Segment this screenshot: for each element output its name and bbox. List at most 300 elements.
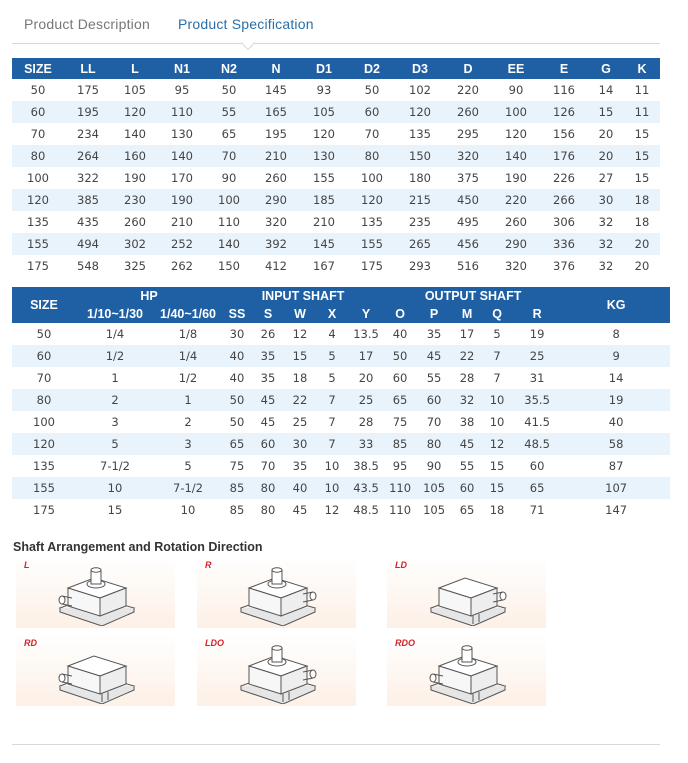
table-cell: 40 <box>608 415 624 429</box>
table-row <box>12 233 660 255</box>
table-cell: 100 <box>492 101 540 123</box>
power-subheader: Q <box>482 305 512 323</box>
table-cell: 176 <box>540 145 588 167</box>
table-cell: 70 <box>364 127 380 141</box>
table-cell: 220 <box>457 83 479 97</box>
table-cell: 135 <box>33 459 55 473</box>
dim-header-n: N <box>252 58 300 79</box>
table-cell: 120 <box>396 101 444 123</box>
power-subheader: 1/40~1/60 <box>154 305 222 323</box>
table-cell: 60 <box>12 345 76 367</box>
table-cell: 60 <box>416 389 452 411</box>
table-cell: 290 <box>252 189 300 211</box>
table-cell: 30 <box>229 327 245 341</box>
table-cell: 105 <box>300 101 348 123</box>
table-cell: 376 <box>553 259 575 273</box>
table-row <box>12 433 670 455</box>
output-shaft-header: OUTPUT SHAFT <box>384 287 562 305</box>
table-cell: 25 <box>292 415 308 429</box>
table-cell: 14 <box>608 371 624 385</box>
dimensions-table <box>12 58 660 277</box>
table-cell: 5 <box>76 433 154 455</box>
table-cell: 120 <box>112 101 158 123</box>
table-cell: 155 <box>12 233 64 255</box>
table-cell: 48.5 <box>353 503 379 517</box>
table-cell: 5 <box>316 345 348 367</box>
table-cell: 20 <box>358 371 374 385</box>
arrangement-title: Shaft Arrangement and Rotation Direction <box>13 540 263 554</box>
table-cell: 5 <box>328 371 336 385</box>
table-cell: 10 <box>482 389 512 411</box>
table-cell: 220 <box>492 189 540 211</box>
table-cell: 190 <box>158 189 206 211</box>
table-cell: 336 <box>540 233 588 255</box>
table-row <box>12 477 670 499</box>
power-subheader: P <box>416 305 452 323</box>
table-cell: 140 <box>206 233 252 255</box>
table-cell: 9 <box>562 345 670 367</box>
table-cell: 90 <box>508 83 524 97</box>
table-cell: 18 <box>489 503 505 517</box>
table-cell: 140 <box>158 145 206 167</box>
kg-header: KG <box>562 287 670 323</box>
dim-header-size: SIZE <box>12 58 64 79</box>
table-row <box>12 411 670 433</box>
table-cell: 107 <box>562 477 670 499</box>
table-cell: 190 <box>124 171 146 185</box>
table-cell: 30 <box>284 433 316 455</box>
table-cell: 3 <box>154 433 222 455</box>
table-cell: 435 <box>77 215 99 229</box>
table-cell: 175 <box>361 259 383 273</box>
arrangement-ldo <box>197 634 356 706</box>
table-cell: 45 <box>260 415 276 429</box>
table-cell: 140 <box>492 145 540 167</box>
dim-header-l: L <box>112 58 158 79</box>
table-cell: 80 <box>348 145 396 167</box>
table-cell: 20 <box>634 259 650 273</box>
table-cell: 43.5 <box>348 477 384 499</box>
table-cell: 516 <box>457 259 479 273</box>
dim-header-d2: D2 <box>348 58 396 79</box>
table-cell: 110 <box>384 477 416 499</box>
table-cell: 45 <box>292 503 308 517</box>
table-cell: 375 <box>457 171 479 185</box>
table-cell: 18 <box>292 371 308 385</box>
table-cell: 100 <box>27 171 49 185</box>
table-cell: 38 <box>459 415 475 429</box>
table-cell: 50 <box>364 83 380 97</box>
power-subheader: SS <box>222 305 252 323</box>
table-cell: 155 <box>313 171 335 185</box>
table-cell: 15 <box>634 127 650 141</box>
table-cell: 70 <box>206 145 252 167</box>
table-cell: 18 <box>624 189 660 211</box>
input-shaft-header: INPUT SHAFT <box>222 287 384 305</box>
power-subheader: R <box>512 305 562 323</box>
table-cell: 7 <box>316 433 348 455</box>
table-cell: 71 <box>529 503 545 517</box>
table-cell: 45 <box>252 389 284 411</box>
power-header-row-top <box>12 287 670 305</box>
table-cell: 235 <box>409 215 431 229</box>
dim-header-g: G <box>588 58 624 79</box>
table-cell: 170 <box>171 171 193 185</box>
table-cell: 80 <box>12 389 76 411</box>
table-cell: 7-1/2 <box>154 477 222 499</box>
power-subheader: X <box>316 305 348 323</box>
table-cell: 65 <box>384 389 416 411</box>
table-cell: 30 <box>588 189 624 211</box>
table-cell: 392 <box>252 233 300 255</box>
table-cell: 260 <box>265 171 287 185</box>
tab-product-specification[interactable]: Product Specification <box>178 16 314 32</box>
table-cell: 75 <box>229 459 245 473</box>
table-cell: 135 <box>27 215 49 229</box>
table-cell: 41.5 <box>524 415 550 429</box>
dimensions-header-row <box>12 58 660 79</box>
table-cell: 105 <box>124 83 146 97</box>
power-subheader: Y <box>348 305 384 323</box>
table-cell: 70 <box>426 415 442 429</box>
product-tabs <box>12 0 660 44</box>
table-cell: 27 <box>598 171 614 185</box>
table-cell: 120 <box>12 433 76 455</box>
table-row <box>12 189 660 211</box>
table-cell: 25 <box>512 345 562 367</box>
table-cell: 2 <box>184 415 192 429</box>
table-cell: 155 <box>348 233 396 255</box>
table-cell: 5 <box>493 327 501 341</box>
table-cell: 55 <box>206 101 252 123</box>
table-cell: 412 <box>265 259 287 273</box>
table-cell: 1/4 <box>105 327 125 341</box>
table-cell: 5 <box>184 459 192 473</box>
table-cell: 100 <box>361 171 383 185</box>
table-cell: 50 <box>384 345 416 367</box>
table-cell: 65 <box>459 503 475 517</box>
table-cell: 265 <box>396 233 444 255</box>
table-cell: 85 <box>384 433 416 455</box>
arrangement-r <box>197 556 356 628</box>
table-cell: 45 <box>452 433 482 455</box>
table-cell: 155 <box>12 477 76 499</box>
table-cell: 260 <box>444 101 492 123</box>
table-cell: 7-1/2 <box>100 459 130 473</box>
table-cell: 320 <box>505 259 527 273</box>
table-cell: 290 <box>492 233 540 255</box>
power-subheader: S <box>252 305 284 323</box>
table-cell: 55 <box>426 371 442 385</box>
table-cell: 150 <box>396 145 444 167</box>
table-cell: 22 <box>284 389 316 411</box>
table-cell: 11 <box>624 101 660 123</box>
table-cell: 306 <box>553 215 575 229</box>
table-row <box>12 145 660 167</box>
table-cell: 140 <box>124 127 146 141</box>
table-cell: 70 <box>36 371 52 385</box>
table-cell: 12 <box>324 503 340 517</box>
table-cell: 165 <box>252 101 300 123</box>
table-cell: 55 <box>459 459 475 473</box>
power-subheader: 1/10~1/30 <box>76 305 154 323</box>
table-cell: 320 <box>265 215 287 229</box>
table-cell: 70 <box>30 127 46 141</box>
power-subheader: O <box>384 305 416 323</box>
arrangement-label: R <box>205 560 212 570</box>
arrangement-rdo <box>387 634 546 706</box>
table-cell: 1/4 <box>154 345 222 367</box>
table-cell: 80 <box>260 503 276 517</box>
table-cell: 2 <box>76 389 154 411</box>
table-cell: 10 <box>316 477 348 499</box>
table-cell: 20 <box>598 127 614 141</box>
table-cell: 40 <box>229 371 245 385</box>
dim-header-n1: N1 <box>158 58 206 79</box>
table-cell: 295 <box>457 127 479 141</box>
table-cell: 234 <box>77 127 99 141</box>
table-cell: 110 <box>389 503 412 517</box>
table-cell: 58 <box>562 433 670 455</box>
table-cell: 12 <box>292 327 308 341</box>
table-cell: 11 <box>634 83 650 97</box>
table-cell: 85 <box>229 503 245 517</box>
table-cell: 20 <box>588 145 624 167</box>
table-cell: 160 <box>112 145 158 167</box>
table-cell: 105 <box>416 477 452 499</box>
table-cell: 40 <box>392 327 408 341</box>
table-cell: 210 <box>252 145 300 167</box>
table-cell: 494 <box>64 233 112 255</box>
table-row <box>12 389 670 411</box>
table-cell: 185 <box>300 189 348 211</box>
table-cell: 45 <box>416 345 452 367</box>
table-cell: 48.5 <box>512 433 562 455</box>
table-cell: 32 <box>598 259 614 273</box>
table-cell: 266 <box>540 189 588 211</box>
table-cell: 215 <box>396 189 444 211</box>
table-cell: 65 <box>222 433 252 455</box>
table-cell: 116 <box>553 83 575 97</box>
table-row <box>12 455 670 477</box>
table-cell: 65 <box>512 477 562 499</box>
tab-product-description[interactable]: Product Description <box>24 16 150 32</box>
table-cell: 32 <box>598 215 614 229</box>
table-cell: 60 <box>252 433 284 455</box>
table-cell: 15 <box>489 459 505 473</box>
table-cell: 35 <box>292 459 308 473</box>
table-cell: 35.5 <box>512 389 562 411</box>
table-cell: 252 <box>158 233 206 255</box>
table-cell: 70 <box>260 459 276 473</box>
table-row <box>12 79 660 101</box>
table-cell: 120 <box>313 127 335 141</box>
table-cell: 145 <box>265 83 287 97</box>
table-cell: 15 <box>284 345 316 367</box>
table-cell: 26 <box>260 327 276 341</box>
table-cell: 8 <box>612 327 620 341</box>
table-cell: 19 <box>562 389 670 411</box>
dim-header-ee: EE <box>492 58 540 79</box>
table-cell: 190 <box>505 171 527 185</box>
table-cell: 40 <box>222 345 252 367</box>
table-cell: 31 <box>529 371 545 385</box>
table-cell: 110 <box>218 215 240 229</box>
table-cell: 7 <box>482 345 512 367</box>
table-cell: 120 <box>505 127 527 141</box>
table-cell: 3 <box>111 415 119 429</box>
table-cell: 156 <box>553 127 575 141</box>
table-cell: 210 <box>313 215 335 229</box>
table-cell: 38.5 <box>353 459 379 473</box>
active-tab-caret-icon <box>241 36 255 50</box>
table-cell: 450 <box>444 189 492 211</box>
table-cell: 50 <box>30 83 46 97</box>
hp-header: HP <box>76 287 222 305</box>
table-cell: 87 <box>608 459 624 473</box>
bottom-divider <box>12 744 660 745</box>
dim-header-n2: N2 <box>206 58 252 79</box>
table-cell: 15 <box>634 171 650 185</box>
table-cell: 7 <box>316 389 348 411</box>
table-cell: 32 <box>452 389 482 411</box>
table-cell: 90 <box>221 171 237 185</box>
table-cell: 35 <box>252 345 284 367</box>
table-cell: 28 <box>358 415 374 429</box>
table-row <box>12 167 660 189</box>
table-cell: 15 <box>107 503 123 517</box>
table-cell: 135 <box>361 215 383 229</box>
table-cell: 1/8 <box>178 327 198 341</box>
table-cell: 320 <box>444 145 492 167</box>
table-cell: 175 <box>77 83 99 97</box>
table-cell: 130 <box>300 145 348 167</box>
table-cell: 60 <box>529 459 545 473</box>
table-cell: 175 <box>33 503 55 517</box>
table-cell: 260 <box>124 215 146 229</box>
arrangement-label: LD <box>395 560 407 570</box>
table-cell: 100 <box>206 189 252 211</box>
table-cell: 40 <box>284 477 316 499</box>
dim-header-d1: D1 <box>300 58 348 79</box>
table-cell: 385 <box>64 189 112 211</box>
table-cell: 35 <box>260 371 276 385</box>
table-cell: 65 <box>221 127 237 141</box>
table-cell: 10 <box>324 459 340 473</box>
table-cell: 130 <box>171 127 193 141</box>
table-cell: 126 <box>540 101 588 123</box>
dim-header-d3: D3 <box>396 58 444 79</box>
table-cell: 13.5 <box>353 327 379 341</box>
table-cell: 50 <box>222 389 252 411</box>
table-cell: 7 <box>493 371 501 385</box>
table-cell: 95 <box>174 83 190 97</box>
table-cell: 145 <box>300 233 348 255</box>
table-cell: 32 <box>588 233 624 255</box>
table-cell: 230 <box>112 189 158 211</box>
arrangement-label: RDO <box>395 638 415 648</box>
table-cell: 14 <box>598 83 614 97</box>
table-cell: 175 <box>27 259 49 273</box>
table-cell: 102 <box>409 83 431 97</box>
table-cell: 195 <box>265 127 287 141</box>
table-cell: 50 <box>229 415 245 429</box>
table-cell: 93 <box>316 83 332 97</box>
arrangement-label: L <box>24 560 30 570</box>
table-cell: 25 <box>348 389 384 411</box>
table-cell: 50 <box>36 327 52 341</box>
table-cell: 80 <box>12 145 64 167</box>
arrangement-l <box>16 556 175 628</box>
table-cell: 85 <box>222 477 252 499</box>
arrangement-label: LDO <box>205 638 224 648</box>
table-cell: 150 <box>218 259 240 273</box>
table-cell: 20 <box>624 233 660 255</box>
dim-header-d: D <box>444 58 492 79</box>
table-cell: 1 <box>154 389 222 411</box>
table-cell: 293 <box>409 259 431 273</box>
table-cell: 35 <box>426 327 442 341</box>
table-cell: 60 <box>452 477 482 499</box>
arrangement-label: RD <box>24 638 37 648</box>
power-subheader: M <box>452 305 482 323</box>
table-cell: 495 <box>457 215 479 229</box>
table-cell: 4 <box>328 327 336 341</box>
table-cell: 325 <box>124 259 146 273</box>
table-cell: 226 <box>553 171 575 185</box>
table-cell: 80 <box>416 433 452 455</box>
table-cell: 19 <box>529 327 545 341</box>
size-header: SIZE <box>12 287 76 323</box>
table-row <box>12 123 660 145</box>
table-cell: 135 <box>409 127 431 141</box>
table-cell: 7 <box>328 415 336 429</box>
table-cell: 10 <box>180 503 196 517</box>
table-cell: 100 <box>33 415 55 429</box>
table-cell: 80 <box>252 477 284 499</box>
table-cell: 60 <box>392 371 408 385</box>
dim-header-e: E <box>540 58 588 79</box>
table-cell: 120 <box>12 189 64 211</box>
table-cell: 10 <box>489 415 505 429</box>
table-cell: 75 <box>392 415 408 429</box>
table-cell: 302 <box>112 233 158 255</box>
table-cell: 322 <box>77 171 99 185</box>
table-cell: 548 <box>77 259 99 273</box>
table-cell: 1/2 <box>76 345 154 367</box>
power-subheader: W <box>284 305 316 323</box>
table-row <box>12 101 660 123</box>
table-cell: 1 <box>111 371 119 385</box>
table-cell: 10 <box>76 477 154 499</box>
table-cell: 110 <box>158 101 206 123</box>
table-cell: 60 <box>12 101 64 123</box>
dim-header-ll: LL <box>64 58 112 79</box>
power-shaft-table <box>12 287 670 521</box>
table-cell: 262 <box>171 259 193 273</box>
arrangement-ld <box>387 556 546 628</box>
table-cell: 60 <box>348 101 396 123</box>
table-cell: 17 <box>348 345 384 367</box>
table-cell: 28 <box>459 371 475 385</box>
table-cell: 210 <box>171 215 193 229</box>
table-cell: 50 <box>221 83 237 97</box>
table-cell: 147 <box>605 503 628 517</box>
table-cell: 180 <box>409 171 431 185</box>
arrangement-rd <box>16 634 175 706</box>
table-cell: 33 <box>348 433 384 455</box>
table-cell: 15 <box>482 477 512 499</box>
